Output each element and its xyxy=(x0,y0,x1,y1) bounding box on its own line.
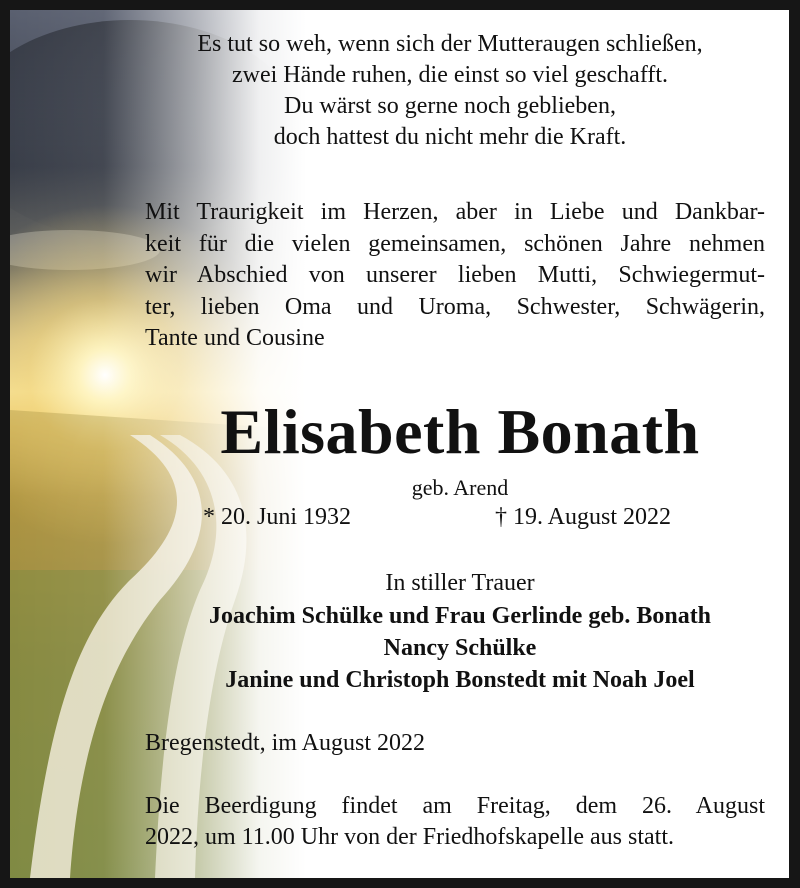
intro-line: Tante und Cousine xyxy=(145,325,325,351)
mourning-label: In stiller Trauer xyxy=(385,570,535,596)
poem xyxy=(140,29,760,153)
intro-line: ter, lieben Oma und Uroma, Schwester, Schwägerin, xyxy=(145,293,765,320)
funeral-line: Die Beerdigung findet am Freitag, dem 26. August xyxy=(145,793,765,819)
intro-line: wir Abschied von unserer lieben Mutti, Schwiegermut- xyxy=(145,262,765,288)
deceased-name: Elisabeth Bonath xyxy=(220,396,700,467)
intro-paragraph xyxy=(145,197,765,355)
family-line: Janine und Christoph Bonstedt mit Noah Joel xyxy=(225,667,695,693)
birth-date: * 20. Juni 1932 xyxy=(203,504,352,530)
family-line: Nancy Schülke xyxy=(383,635,537,661)
obituary-card xyxy=(10,10,789,878)
place-date: Bregenstedt, im August 2022 xyxy=(145,730,425,756)
birth-name: geb. Arend xyxy=(411,475,509,500)
funeral-line: 2022, um 11.00 Uhr von der Friedhofskapelle aus statt. xyxy=(145,824,675,850)
intro-line: Mit Traurigkeit im Herzen, aber in Liebe und Dankbar- xyxy=(145,199,765,225)
family-names xyxy=(140,600,780,696)
intro-line: keit für die vielen gemeinsamen, schönen Jahre nehmen xyxy=(145,230,765,257)
poem-line: doch hattest du nicht mehr die Kraft. xyxy=(273,124,627,150)
poem-line: zwei Hände ruhen, die einst so viel geschafft. xyxy=(231,62,669,88)
death-date: † 19. August 2022 xyxy=(495,504,672,530)
family-line: Joachim Schülke und Frau Gerlinde geb. Bonath xyxy=(208,603,712,629)
poem-line: Du wärst so gerne noch geblieben, xyxy=(284,93,616,119)
notice-text xyxy=(10,10,789,878)
funeral-info xyxy=(145,791,765,853)
poem-line: Es tut so weh, wenn sich der Mutteraugen schließen, xyxy=(197,31,703,57)
